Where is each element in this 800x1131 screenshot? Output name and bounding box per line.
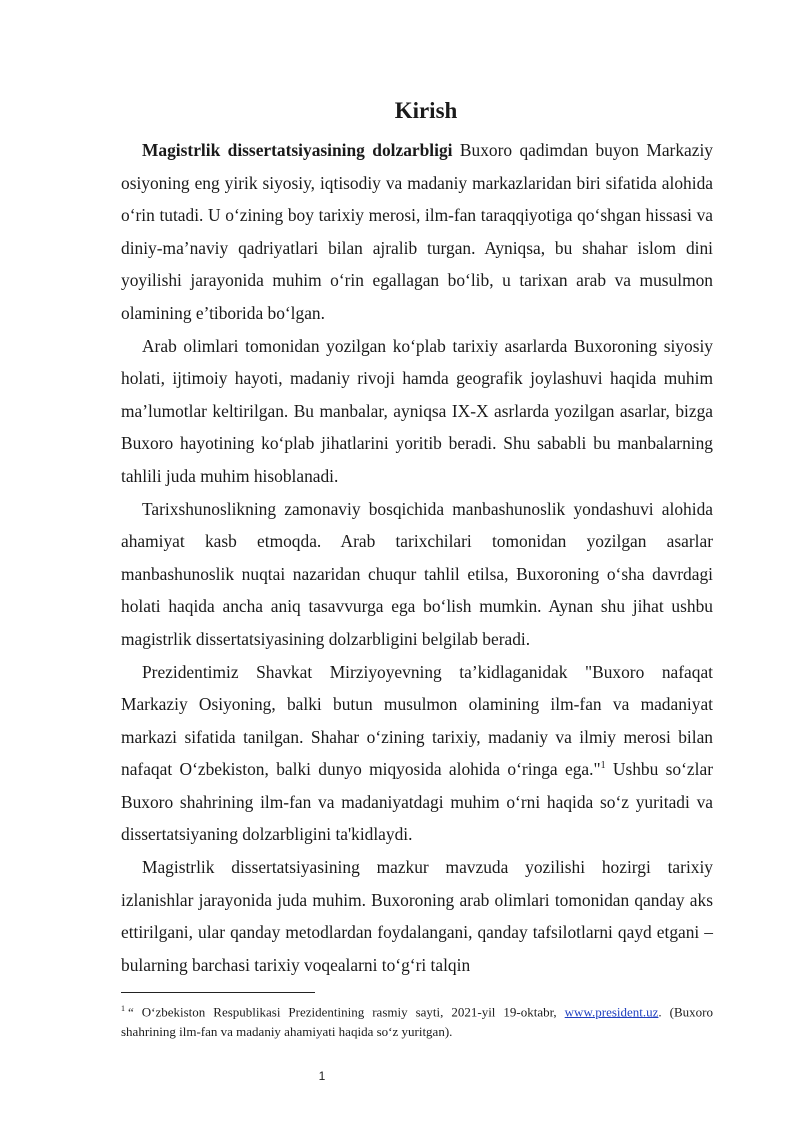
quote-text: Prezidentimiz Shavkat Mirziyoyevning ta’kidlaganidak "Buxoro nafaqat Markaziy Osiyoning, balki butun musulmon olamining ilm-fan va madaniyat markazi sifatida tanilgan. Shahar o‘zining tarixiy, madaniy va ilmiy merosi bilan nafaqat O‘zbekiston, balki dunyo miqyosida alohida o‘ringa ega.": [121, 661, 713, 780]
footnote-reference[interactable]: 1: [600, 760, 606, 772]
paragraph-lead: Magistrlik dissertatsiyasining dolzarbligi: [142, 140, 453, 160]
president-site-link[interactable]: www.president.uz: [564, 1004, 659, 1020]
paragraph-president-quote: [121, 656, 713, 852]
footnote: [121, 999, 713, 1042]
paragraph-text: Buxoro qadimdan buyon Markaziy osiyoning eng yirik siyosiy, iqtisodiy va madaniy markazlaridan biri sifatida alohida o‘rin tutadi. U o‘zining boy tarixiy merosi, ilm-fan taraqqiyotiga qo‘shgan hissasi va diniy-ma’naviy qadriyatlari bilan ajralib turgan. Ayniqsa, bu shahar islom dini yoyilishi jarayonida muhim o‘rin egallagan bo‘lib, u tarixan arab va musulmon olamining e’tiborida bo‘lgan.: [121, 140, 713, 323]
page-number: 1: [318, 1069, 326, 1083]
paragraph-historiography: Tarixshunoslikning zamonaviy bosqichida manbashunoslik yondashuvi alohida ahamiyat kasb etmoqda. Arab tarixchilari tomonidan yozilgan asarlar manbashunoslik nuqtai nazaridan chuqur tahlil etilsa, Buxoroning o‘sha davrdagi holati haqida ancha aniq tasavvurga ega bo‘lish mumkin. Aynan shu jihat ushbu magistrlik dissertatsiyasining dolzarbligini belgilab beradi.: [121, 498, 713, 649]
paragraph-research-importance: Magistrlik dissertatsiyasining mazkur mavzuda yozilishi hozirgi tarixiy izlanishlar jarayonida juda muhim. Buxoroning arab olimlari tomonidan qanday aks ettirilgani, ular qanday metodlardan foydalangani, qanday tafsilotlarni qayd etgani – bularning barchasi tarixiy voqealarni to‘g‘ri talqin: [121, 857, 713, 975]
paragraph-relevance: [121, 134, 713, 330]
page-title: Kirish: [394, 98, 458, 123]
footnote-text-tail: . (Buxoro shahrining ilm-fan va madaniy ahamiyati haqida so‘z yuritgan).: [121, 1004, 713, 1040]
quote-followup-text: Ushbu so‘zlar Buxoro shahrining ilm-fan va madaniyatdagi muhim o‘rni haqida so‘z yuritadi va dissertatsiyaning dolzarbligini ta'kidlaydi.: [121, 759, 713, 845]
body-text: [121, 134, 713, 981]
footnote-mark: 1: [121, 1004, 125, 1013]
paragraph-arab-scholars: Arab olimlari tomonidan yozilgan ko‘plab tarixiy asarlarda Buxoroning siyosiy holati, ijtimoiy hayoti, madaniy rivoji hamda geografik joylashuvi haqida muhim ma’lumotlar keltirilgan. Bu manbalar, ayniqsa IX-X asrlarda yozilgan asarlar, bizga Buxoro hayotining ko‘plab jihatlarini yoritib beradi. Shu sababli bu manbalarning tahlili juda muhim hisoblanadi.: [121, 335, 713, 486]
footnote-divider: [121, 992, 315, 993]
footnote-text: “ O‘zbekiston Respublikasi Prezidentining rasmiy sayti, 2021-yil 19-oktabr,: [128, 1004, 565, 1020]
